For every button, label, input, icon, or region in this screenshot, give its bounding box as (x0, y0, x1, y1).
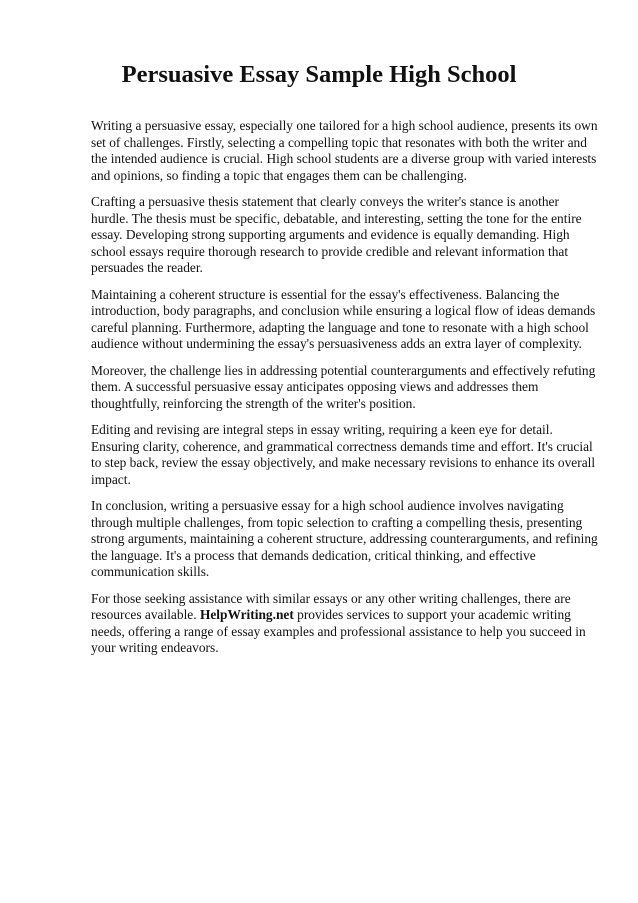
paragraph-1: Writing a persuasive essay, especially one tailored for a high school audience, presents its own set of challenges. Firstly, selecting a compelling topic that resonates with both the writer and the intended audience is crucial. High school students are a diverse group with varied interests and opinions, so finding a topic that engages them can be challenging. (91, 118, 598, 183)
closing-paragraph (91, 591, 599, 657)
paragraph-4: Moreover, the challenge lies in addressing potential counterarguments and effectively refuting them. A successful persuasive essay anticipates opposing views and addresses them thoughtfully, reinforcing the strength of the writer's position. (91, 362, 596, 411)
paragraph-2: Crafting a persuasive thesis statement that clearly conveys the writer's stance is another hurdle. The thesis must be specific, debatable, and interesting, setting the tone for the entire essay. Developing strong supporting arguments and evidence is equally demanding. High school essays require thorough research to provide credible and relevant information that persuades the reader. (91, 194, 582, 275)
paragraph-6: In conclusion, writing a persuasive essay for a high school audience involves navigating through multiple challenges, from topic selection to crafting a compelling thesis, presenting strong arguments, maintaining a coherent structure, addressing counterarguments, and refining the language. It's a process that demands dedication, critical thinking, and effective communication skills. (91, 498, 598, 579)
closing-text-before: For those seeking assistance with similar essays or any other writing challenges, there are resources available. (91, 590, 571, 622)
page-title: Persuasive Essay Sample High School (121, 61, 517, 88)
essay-body (91, 118, 599, 667)
paragraph-3: Maintaining a coherent structure is essential for the essay's effectiveness. Balancing the introduction, body paragraphs, and conclusion while ensuring a logical flow of ideas demands careful planning. Furthermore, adapting the language and tone to resonate with a high school audience without undermining the essay's persuasiveness adds an extra layer of complexity. (91, 286, 596, 351)
paragraph-5: Editing and revising are integral steps in essay writing, requiring a keen eye for detail. Ensuring clarity, coherence, and grammatical correctness demands time and effort. It's crucial to step back, review the essay objectively, and make necessary revisions to enhance its overall impact. (91, 422, 596, 487)
closing-text-after: provides services to support your academic writing needs, offering a range of essay examples and professional assistance to help you succeed in your writing endeavors. (91, 607, 586, 655)
brand-name: HelpWriting.net (199, 607, 294, 622)
